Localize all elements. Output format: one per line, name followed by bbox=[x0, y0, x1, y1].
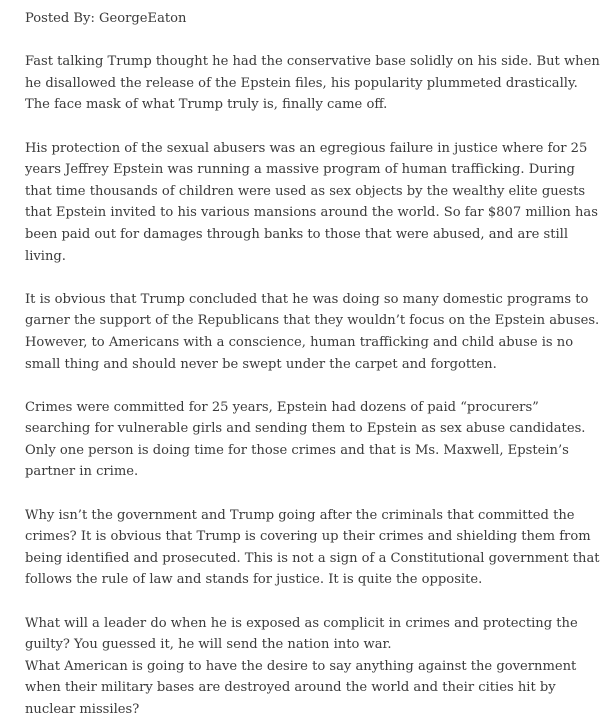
author-name: GeorgeEaton bbox=[99, 11, 187, 26]
paragraph-1: Fast talking Trump thought he had the conservative base solidly on his side. But when he disallowed the release of the Epstein files, his popularity plummeted drastically. The face mask of what Trump truly is, finally came off. bbox=[25, 54, 600, 113]
paragraph-7: What American is going to have the desire to say anything against the government when their military bases are destroyed around the world and their cities hit by nuclear missiles? bbox=[25, 658, 577, 717]
paragraph-4: Crimes were committed for 25 years, Epstein had dozens of paid “procurers” searching for vulnerable girls and sending them to Epstein as sex abuse candidates. Only one person is doing time for those crimes and that is Ms. Maxwell, Epstein’s partner in crime. bbox=[25, 399, 586, 480]
paragraph-6: What will a leader do when he is exposed as complicit in crimes and protecting the guilty? You guessed it, he will send the nation into war. bbox=[25, 615, 578, 653]
paragraph-3: It is obvious that Trump concluded that he was doing so many domestic programs to garner the support of the Republicans that they wouldn’t focus on the Epstein abuses. However, to Americans with a conscience, human trafficking and child abuse is no small thing and should never be swept under the carpet and forgotten. bbox=[25, 291, 600, 372]
paragraph-2: His protection of the sexual abusers was an egregious failure in justice where for 25 years Jeffrey Epstein was running a massive program of human trafficking. During that time thousands of children were used as sex objects by the wealthy elite guests that Epstein invited to his various mansions around the world. So far $807 million has been paid out for damages through banks to those that were abused, and are still living. bbox=[25, 140, 598, 264]
paragraph-5: Why isn’t the government and Trump going after the criminals that committed the crimes? It is obvious that Trump is covering up their crimes and shielding them from being identified and prosecuted. This is not a sign of a Constitutional government that follows the rule of law and stands for justice. It is quite the opposite. bbox=[25, 507, 600, 588]
byline-prefix: Posted By: bbox=[25, 11, 100, 26]
post-article bbox=[25, 8, 601, 721]
post-byline bbox=[25, 8, 601, 30]
